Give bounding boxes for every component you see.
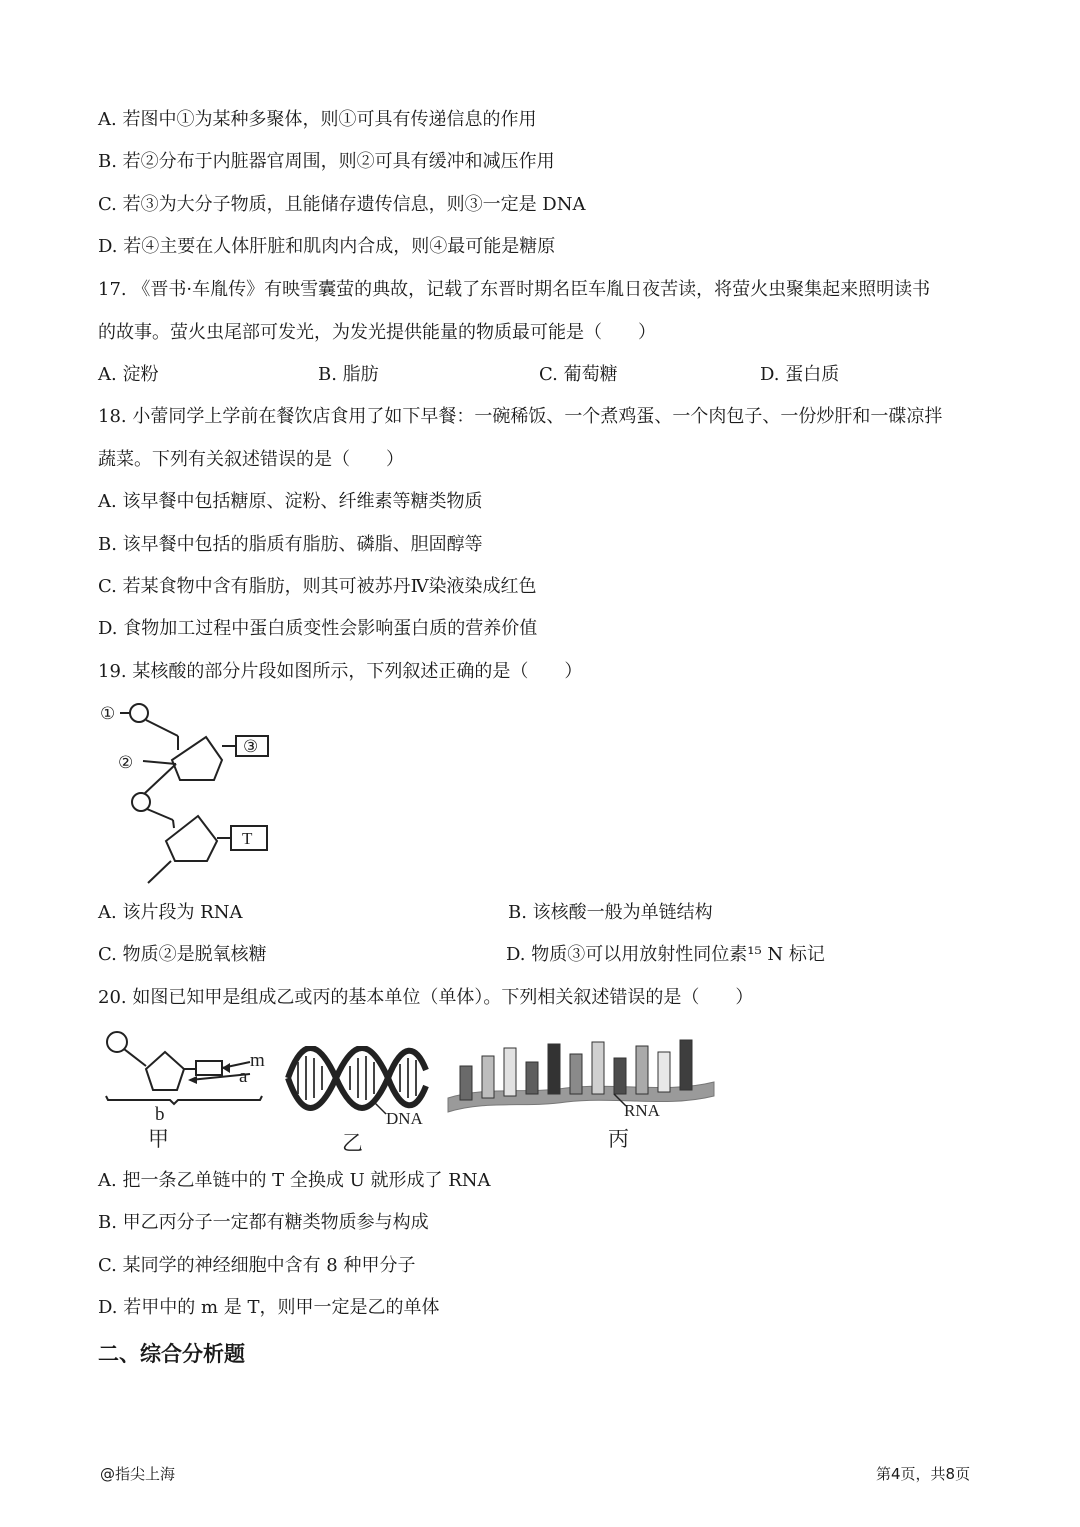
dna-helix-figure [284,1046,436,1152]
label-a: a [239,1066,248,1087]
section-title: 二、综合分析题 [98,1342,245,1366]
q19-option-b: B. 该核酸一般为单链结构 [508,902,713,923]
q18-option-d: D. 食物加工过程中蛋白质变性会影响蛋白质的营养价值 [98,618,538,639]
label-rna: RNA [624,1101,660,1120]
q19-option-d: D. 物质③可以用放射性同位素¹⁵ N 标记 [506,944,825,965]
q20-option-c: C. 某同学的神经细胞中含有 8 种甲分子 [98,1255,416,1276]
page-number: 第4页，共8页 [876,1465,971,1483]
q19-option-a: A. 该片段为 RNA [98,902,243,923]
label-b: b [155,1104,165,1125]
q20-stem: 20. 如图已知甲是组成乙或丙的基本单位（单体）。下列相关叙述错误的是（ ） [98,987,754,1008]
q19-stem: 19. 某核酸的部分片段如图所示，下列叙述正确的是（ ） [98,661,583,682]
rna-strand-figure [446,1036,718,1152]
q17-option-a: A. 淀粉 [98,364,159,385]
q16-option-a: A. 若图中①为某种多聚体，则①可具有传递信息的作用 [98,109,537,130]
label-two: ② [118,753,134,772]
label-jia: 甲 [148,1127,169,1151]
q16-option-c: C. 若③为大分子物质，且能储存遗传信息，则③一定是 DNA [98,194,586,215]
q17-stem-line1: 17. 《晋书·车胤传》有映雪囊萤的典故，记载了东晋时期名臣车胤日夜苦读，将萤火虫聚集起来照明读书 [98,279,931,300]
label-base-t: T [242,829,253,848]
q18-stem-line2: 蔬菜。下列有关叙述错误的是（ ） [98,449,404,470]
label-yi: 乙 [342,1131,363,1152]
q17-option-d: D. 蛋白质 [760,364,840,385]
label-one: ① [100,704,116,723]
q18-option-c: C. 若某食物中含有脂肪，则其可被苏丹Ⅳ染液染成红色 [98,576,537,597]
q18-option-a: A. 该早餐中包括糖原、淀粉、纤维素等糖类物质 [98,491,483,512]
q17-stem-line2: 的故事。萤火虫尾部可发光，为发光提供能量的物质最可能是（ ） [98,322,656,343]
q16-option-b: B. 若②分布于内脏器官周围，则②可具有缓冲和减压作用 [98,151,555,172]
q18-option-b: B. 该早餐中包括的脂质有脂肪、磷脂、胆固醇等 [98,534,483,555]
q19-option-c: C. 物质②是脱氧核糖 [98,944,267,965]
q17-option-c: C. 葡萄糖 [539,364,618,385]
q16-option-d: D. 若④主要在人体肝脏和肌肉内合成，则④最可能是糖原 [98,236,556,257]
label-bing: 丙 [608,1127,629,1151]
label-three: ③ [243,737,259,756]
q18-stem-line1: 18. 小蕾同学上学前在餐饮店食用了如下早餐：一碗稀饭、一个煮鸡蛋、一个肉包子、一份炒肝和一碟凉拌 [98,406,943,427]
footer-source: @指尖上海 [100,1465,176,1483]
q20-option-d: D. 若甲中的 m 是 T，则甲一定是乙的单体 [98,1297,440,1318]
label-dna: DNA [386,1109,423,1128]
q20-option-b: B. 甲乙丙分子一定都有糖类物质参与构成 [98,1212,429,1233]
label-m: m [250,1050,265,1071]
q20-option-a: A. 把一条乙单链中的 T 全换成 U 就形成了 RNA [98,1170,491,1191]
q17-option-b: B. 脂肪 [318,364,379,385]
monomer-jia-figure [100,1028,272,1152]
nucleotide-chain-figure [96,698,276,888]
